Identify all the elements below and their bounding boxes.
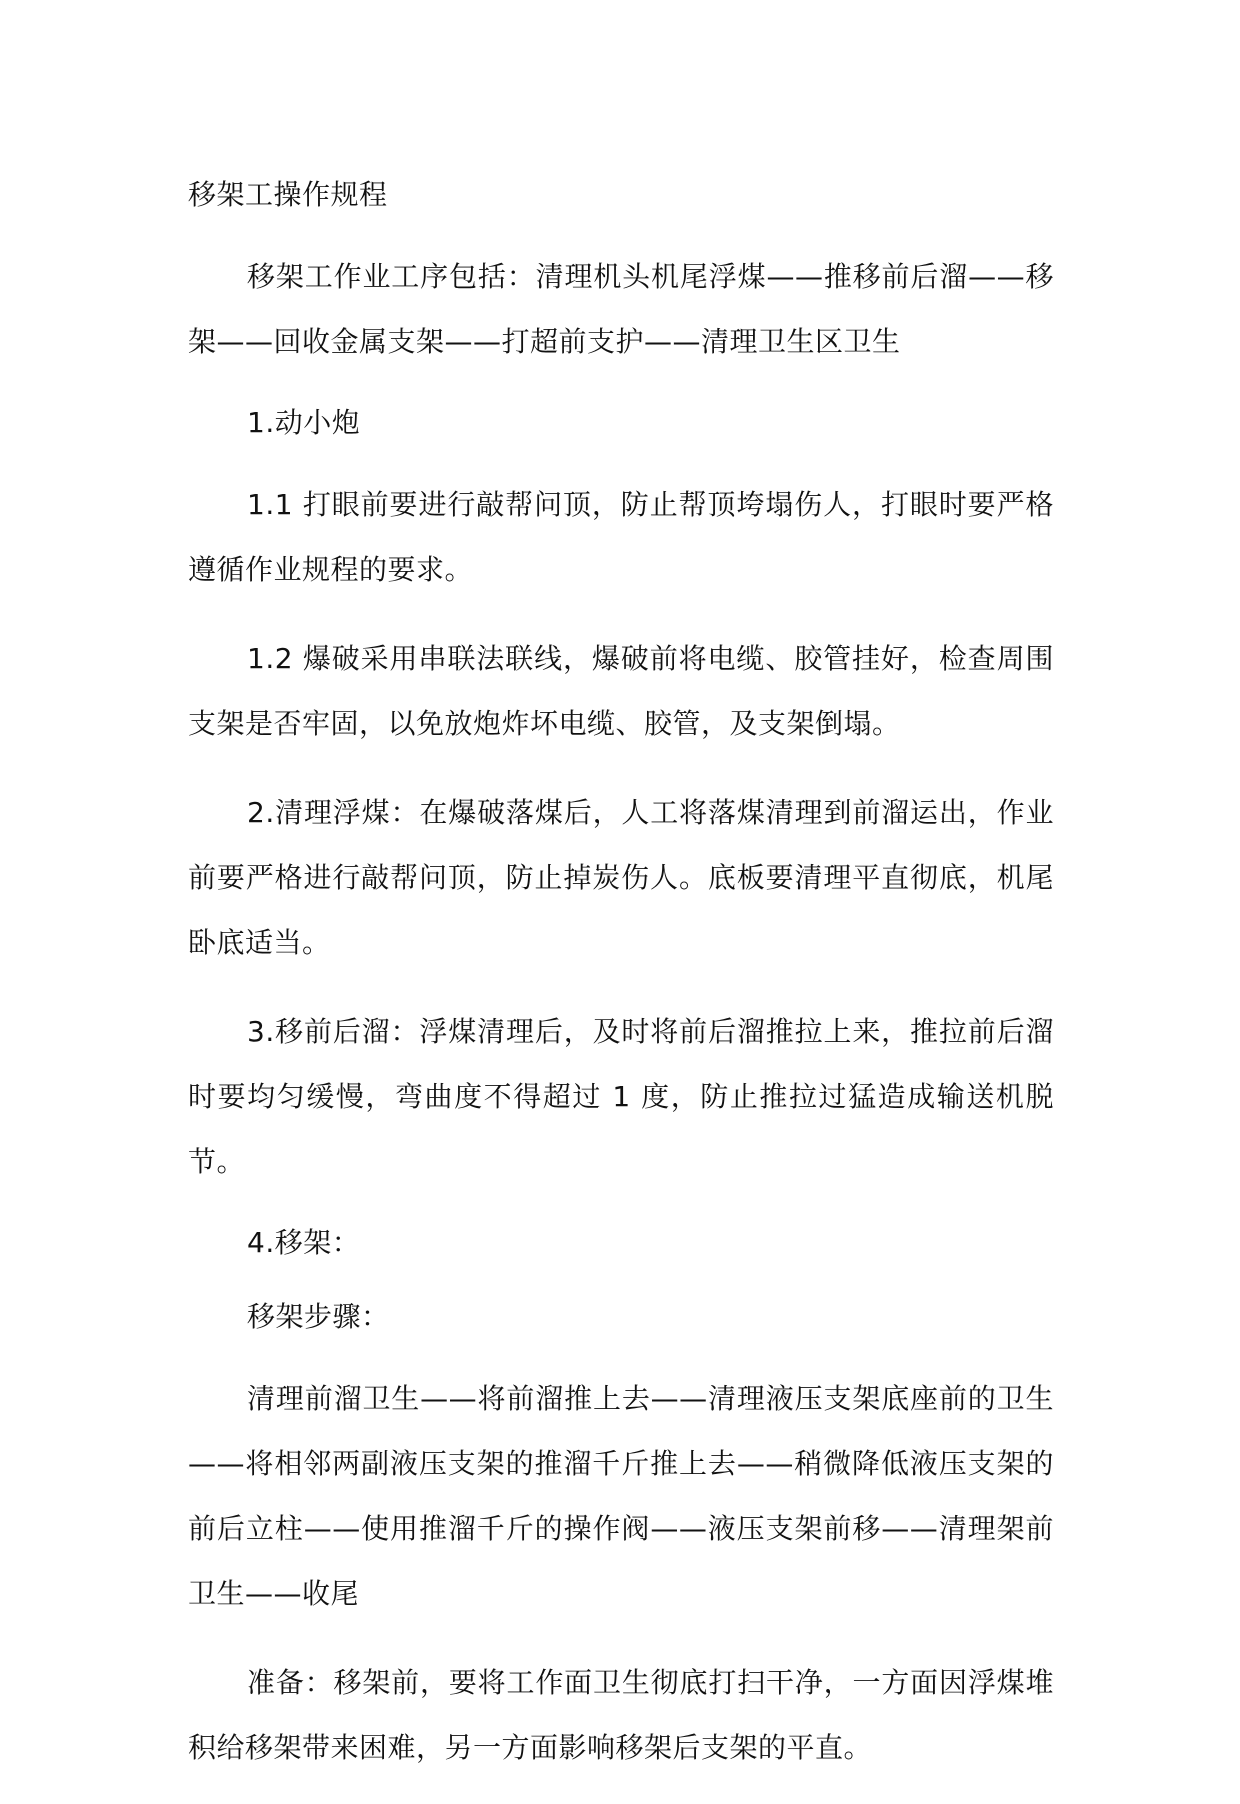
section-heading-move-support: 4.移架： (247, 1226, 361, 1259)
paragraph-blasting: 1.2 爆破采用串联法联线，爆破前将电缆、胶管挂好，检查周围支架是否牢固，以免放炮炸坏电缆、胶管，及支架倒塌。 (188, 642, 1054, 740)
paragraph-clear-float-coal: 2.清理浮煤：在爆破落煤后，人工将落煤清理到前溜运出，作业前要严格进行敲帮问顶，防止掉炭伤人。底板要清理平直彻底，机尾卧底适当。 (188, 796, 1054, 959)
paragraph-preparation: 准备：移架前，要将工作面卫生彻底打扫干净，一方面因浮煤堆积给移架带来困难，另一方面影响移架后支架的平直。 (188, 1666, 1054, 1764)
document-title: 移架工操作规程 (188, 178, 388, 211)
section-heading-small-blasting: 1.动小炮 (247, 406, 361, 439)
paragraph-procedure-overview: 移架工作业工序包括：清理机头机尾浮煤——推移前后溜——移架——回收金属支架——打超前支护——清理卫生区卫生 (188, 260, 1054, 358)
document-body (188, 170, 1054, 1804)
subheading-move-steps: 移架步骤： (247, 1300, 390, 1333)
paragraph-move-steps-sequence: 清理前溜卫生——将前溜推上去——清理液压支架底座前的卫生——将相邻两副液压支架的推溜千斤推上去——稍微降低液压支架的前后立柱——使用推溜千斤的操作阀——液压支架前移——清理架前卫生——收尾 (188, 1382, 1054, 1610)
paragraph-drilling: 1.1 打眼前要进行敲帮问顶，防止帮顶垮塌伤人，打眼时要严格遵循作业规程的要求。 (188, 488, 1054, 586)
paragraph-move-conveyors: 3.移前后溜：浮煤清理后，及时将前后溜推拉上来，推拉前后溜时要均匀缓慢，弯曲度不得超过 1 度，防止推拉过猛造成输送机脱节。 (188, 1015, 1054, 1178)
